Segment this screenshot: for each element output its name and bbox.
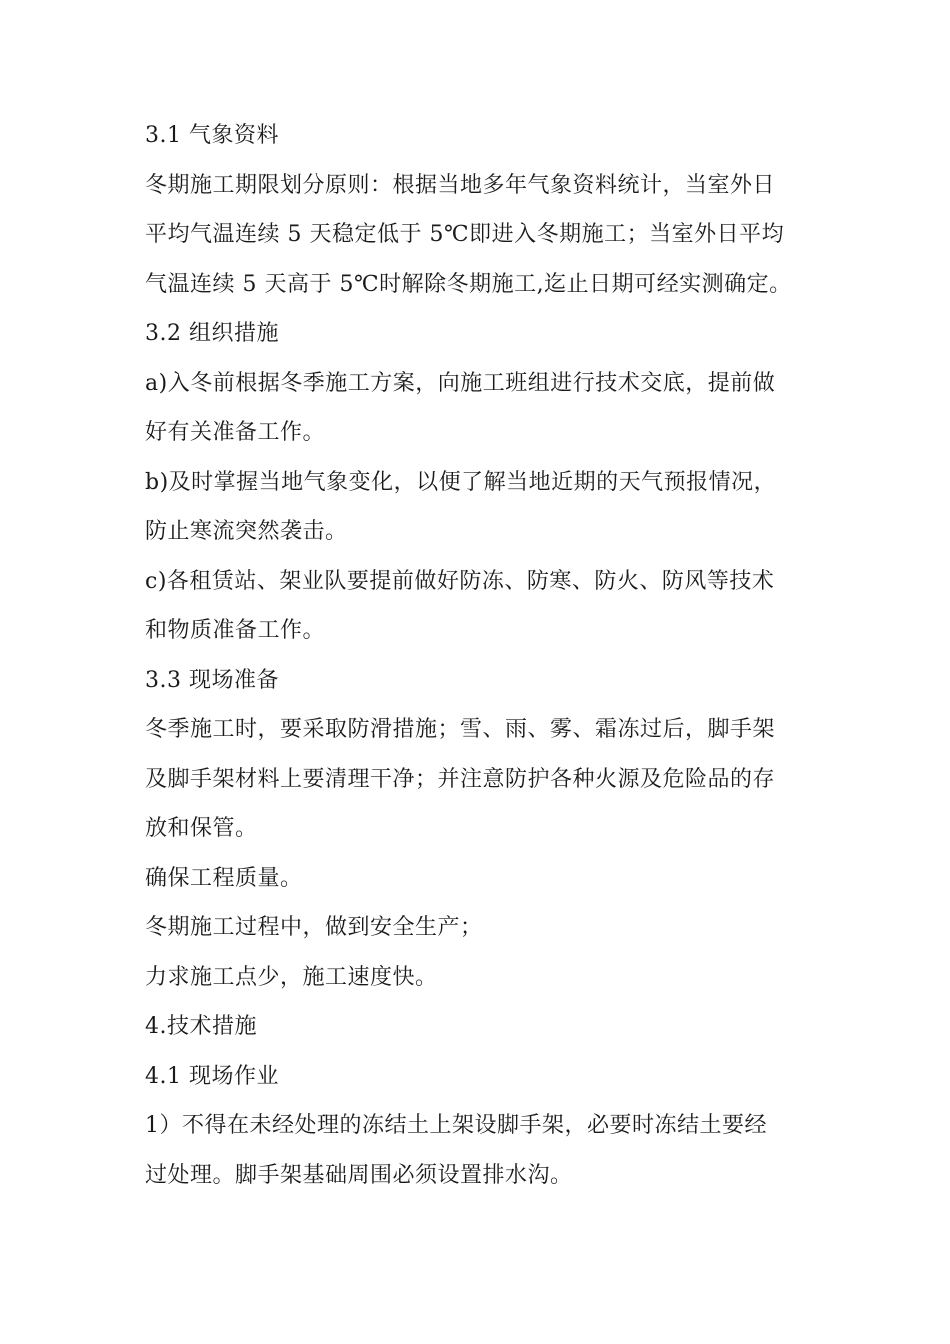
paragraph-line: 过处理。脚手架基础周围必须设置排水沟。 <box>145 1162 573 1188</box>
heading-3-3: 3.3 现场准备 <box>145 667 279 693</box>
paragraph-line: b)及时掌握当地气象变化，以便了解当地近期的天气预报情况， <box>145 469 777 495</box>
paragraph-line: 冬季施工时，要采取防滑措施；雪、雨、雾、霜冻过后，脚手架 <box>145 717 776 742</box>
paragraph-line: 及脚手架材料上要清理干净；并注意防护各种火源及危险品的存 <box>145 766 776 792</box>
paragraph-line: 防止寒流突然袭击。 <box>145 519 348 544</box>
paragraph-line: a)入冬前根据冬季施工方案，向施工班组进行技术交底，提前做 <box>145 370 776 396</box>
paragraph-line: 和物质准备工作。 <box>145 618 326 643</box>
paragraph-line: 确保工程质量。 <box>145 865 303 891</box>
paragraph-line: 冬期施工过程中，做到安全生产； <box>145 915 483 940</box>
paragraph-line: 放和保管。 <box>145 816 258 841</box>
document-body <box>145 111 815 1200</box>
heading-4: 4.技术措施 <box>145 1014 257 1039</box>
heading-3-1: 3.1 气象资料 <box>145 123 279 148</box>
paragraph-line: 好有关准备工作。 <box>145 420 326 445</box>
paragraph-line: 气温连续 5 天高于 5℃时解除冬期施工,迄止日期可经实测确定。 <box>145 271 792 297</box>
heading-4-1: 4.1 现场作业 <box>145 1063 279 1089</box>
paragraph-line: 力求施工点少，施工速度快。 <box>145 964 438 990</box>
heading-3-2: 3.2 组织措施 <box>145 321 279 346</box>
paragraph-line: c)各租赁站、架业队要提前做好防冻、防寒、防火、防风等技术 <box>145 568 775 594</box>
paragraph-line: 1）不得在未经处理的冻结土上架设脚手架，必要时冻结土要经 <box>145 1113 767 1138</box>
paragraph-line: 平均气温连续 5 天稳定低于 5℃即进入冬期施工；当室外日平均 <box>145 222 785 247</box>
paragraph-line: 冬期施工期限划分原则：根据当地多年气象资料统计，当室外日 <box>145 172 776 198</box>
